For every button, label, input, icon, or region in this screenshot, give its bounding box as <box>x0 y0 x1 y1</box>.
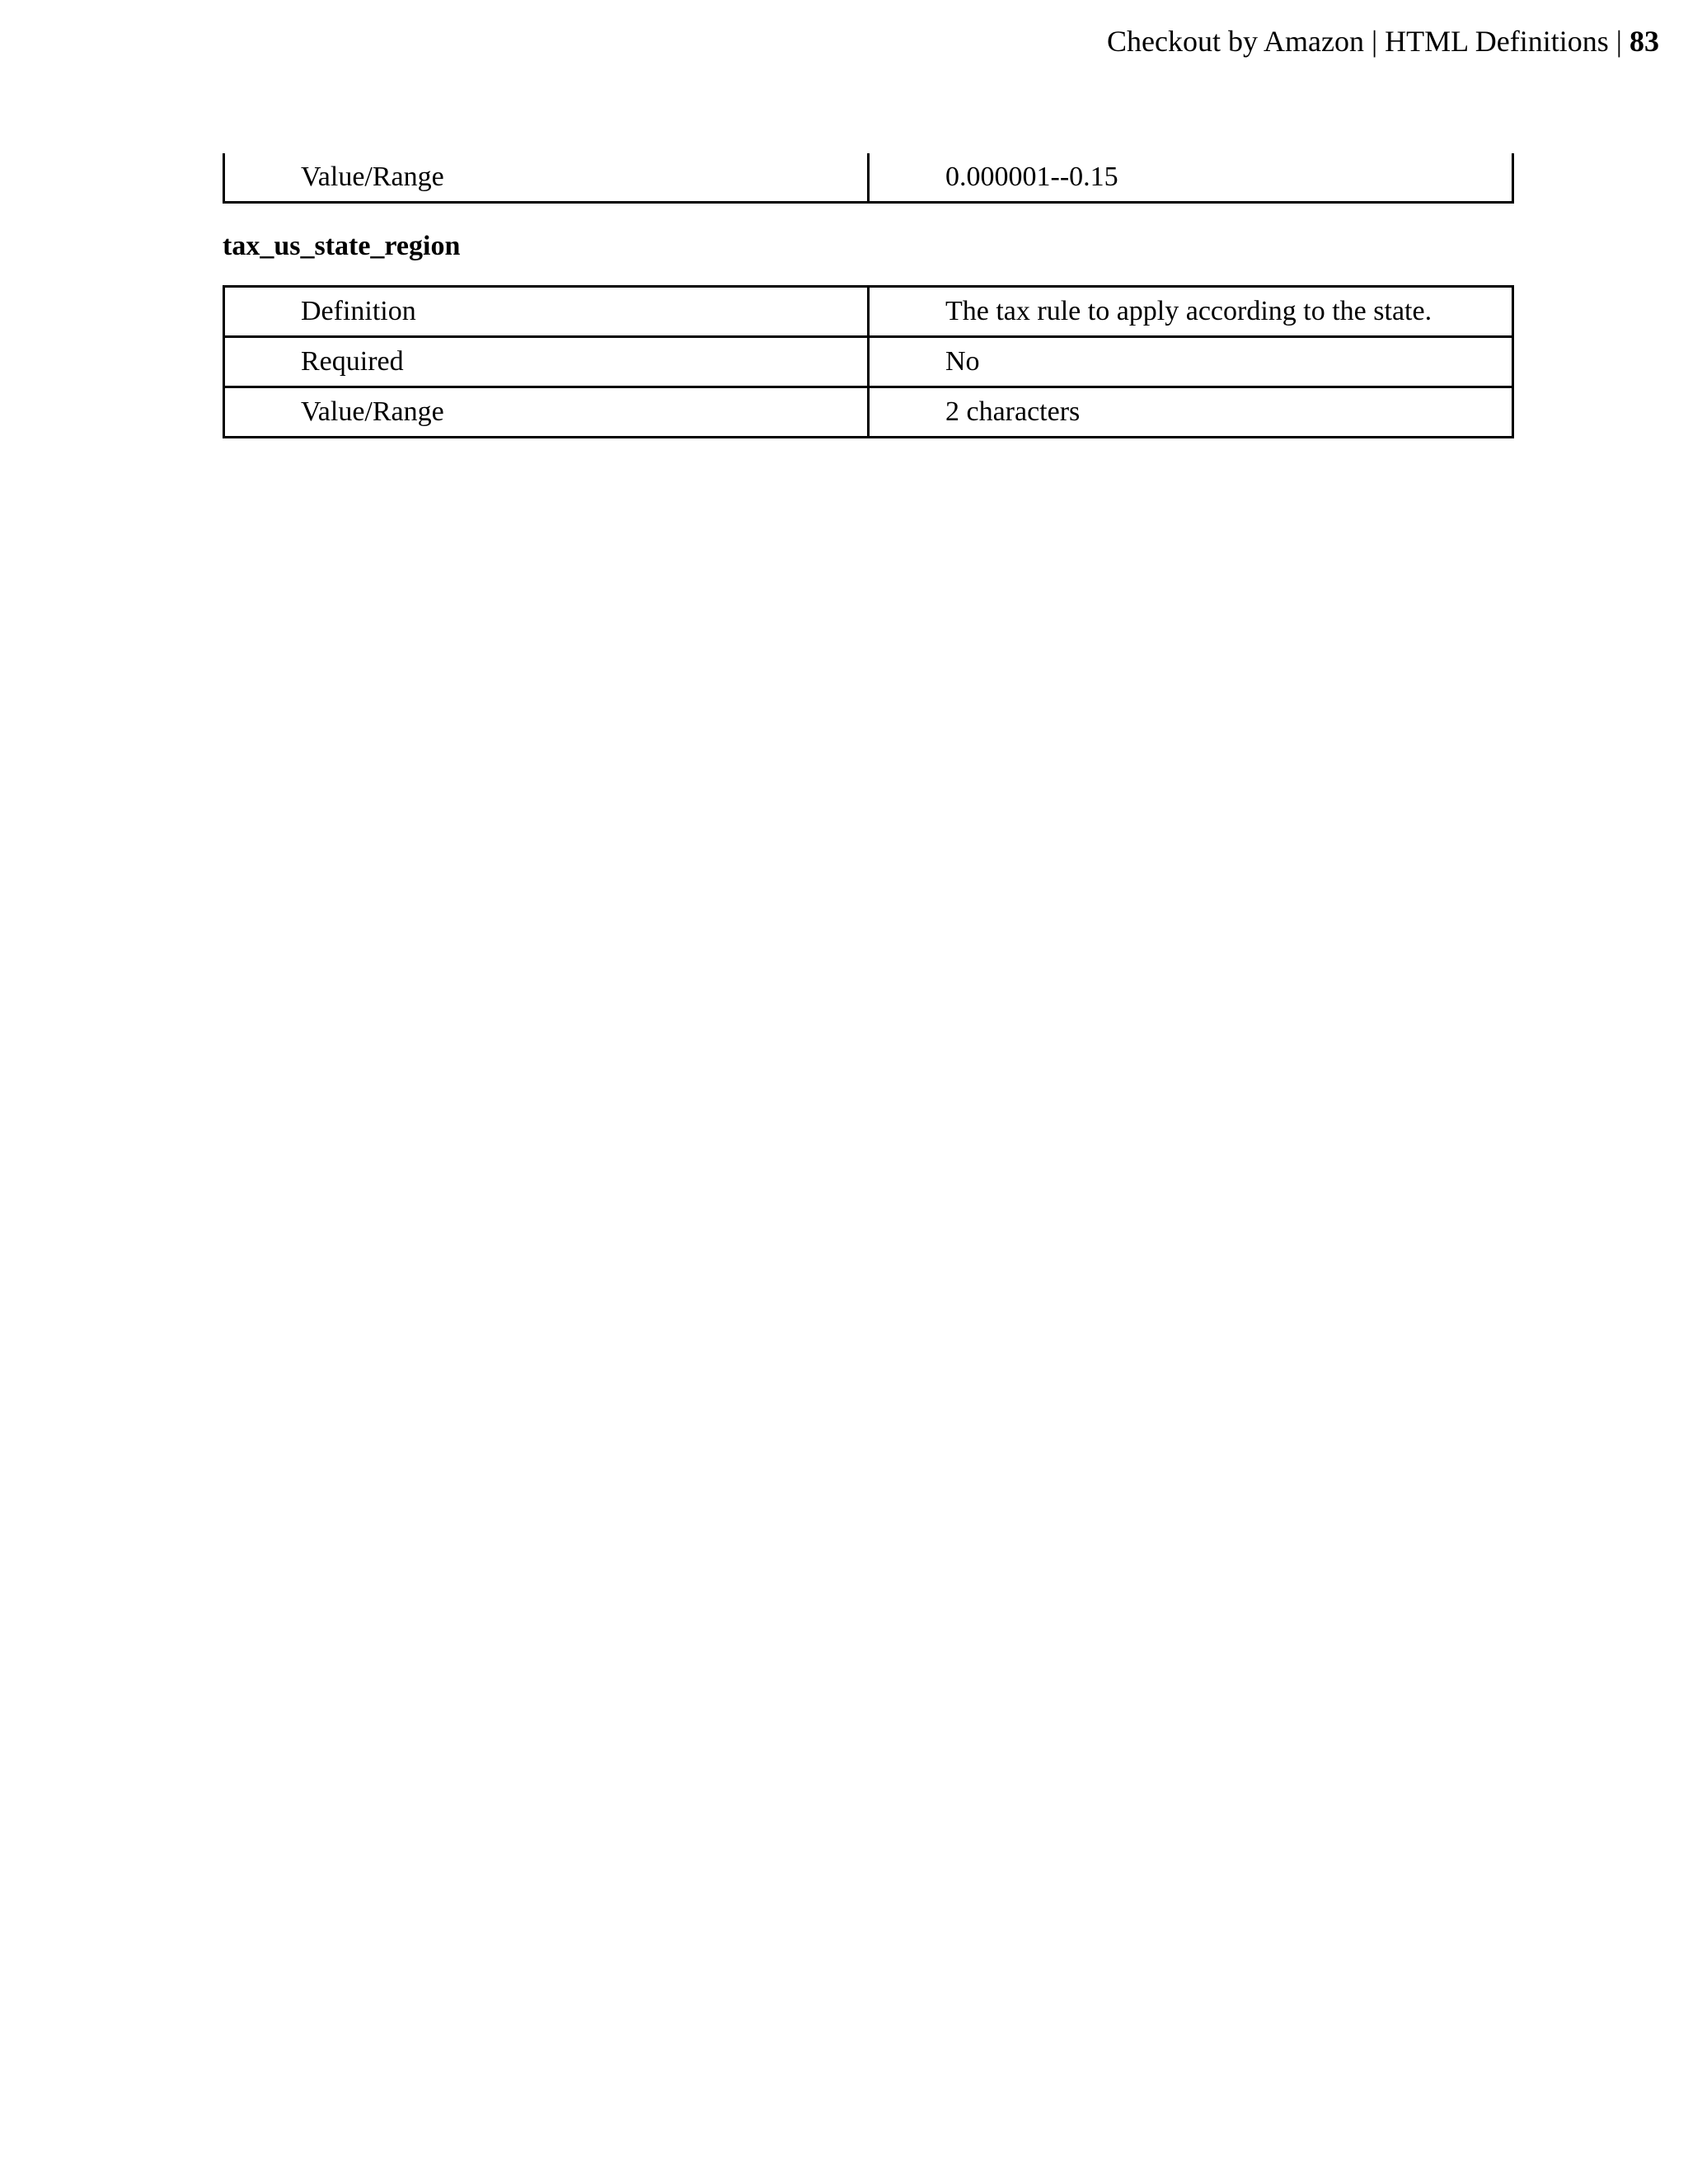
definition-table <box>223 285 1514 438</box>
table-row <box>224 153 1513 203</box>
table-row <box>224 387 1513 438</box>
row-label: Required <box>224 337 869 387</box>
continued-definition-table <box>223 153 1514 204</box>
row-label: Value/Range <box>224 153 869 203</box>
running-header-title: Checkout by Amazon | HTML Definitions | <box>1107 25 1629 58</box>
row-label: Definition <box>224 287 869 337</box>
row-value: The tax rule to apply according to the state. <box>869 287 1513 337</box>
row-value: 0.000001--0.15 <box>869 153 1513 203</box>
row-value: No <box>869 337 1513 387</box>
row-value: 2 characters <box>869 387 1513 438</box>
row-label: Value/Range <box>224 387 869 438</box>
page-number: 83 <box>1629 25 1659 58</box>
table-row <box>224 287 1513 337</box>
running-header <box>1107 18 1659 64</box>
section-title: tax_us_state_region <box>223 231 461 261</box>
table-row <box>224 337 1513 387</box>
